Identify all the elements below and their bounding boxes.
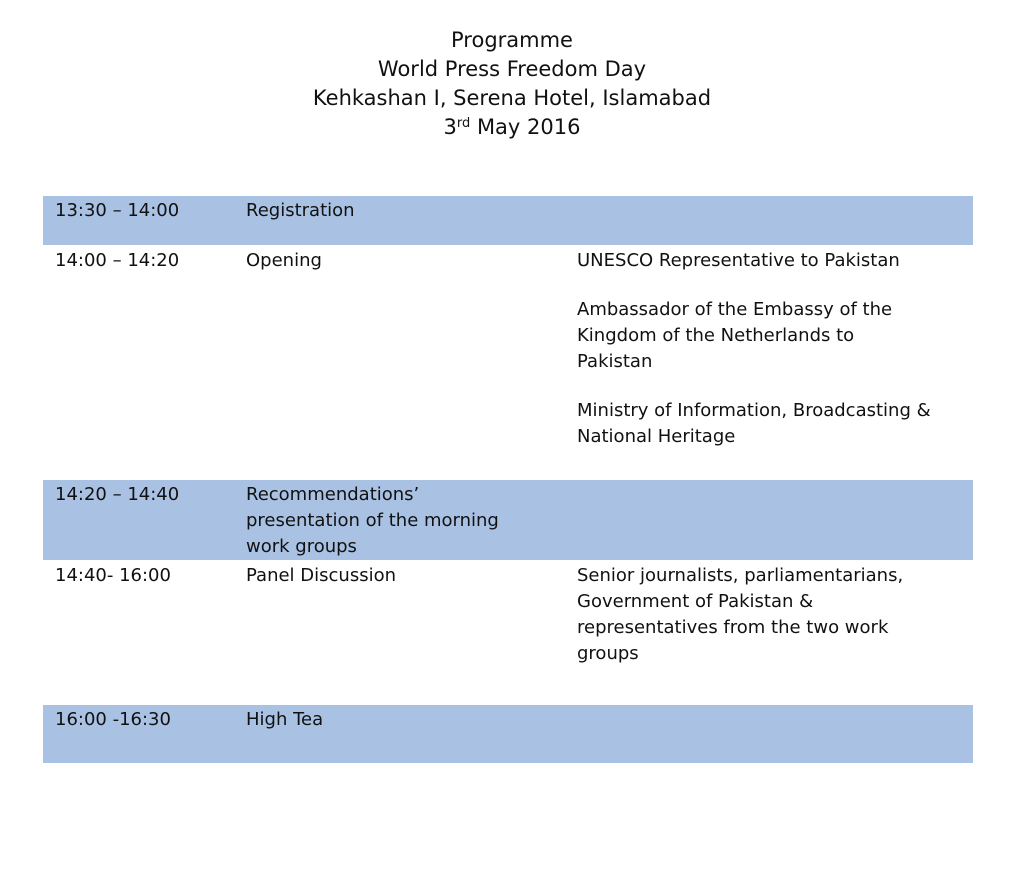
header-title: Programme	[451, 28, 573, 52]
speaker-entry	[577, 297, 967, 375]
item-line: work groups	[246, 536, 357, 557]
programme-header	[0, 26, 1024, 142]
speaker-line: UNESCO Representative to Pakistan	[577, 250, 900, 271]
speaker-line: groups	[577, 643, 639, 664]
row-time: 14:40- 16:00	[55, 565, 171, 586]
row-item	[246, 482, 546, 560]
row-item: Registration	[246, 200, 355, 221]
item-line: Recommendations’	[246, 484, 420, 505]
row-item: High Tea	[246, 709, 324, 730]
event-date	[0, 113, 1024, 142]
schedule-row-opening	[43, 246, 973, 479]
speaker-line: Pakistan	[577, 351, 653, 372]
date-rest: May 2016	[470, 115, 581, 139]
speaker-entry	[577, 563, 967, 667]
speaker-line: Senior journalists, parliamentarians,	[577, 565, 904, 586]
row-time: 14:20 – 14:40	[55, 484, 180, 505]
date-day: 3	[443, 115, 457, 139]
row-item: Panel Discussion	[246, 565, 397, 586]
speaker-line: Government of Pakistan &	[577, 591, 814, 612]
item-line: presentation of the morning	[246, 510, 499, 531]
row-time: 13:30 – 14:00	[55, 200, 180, 221]
schedule-row-recommendations	[43, 480, 973, 560]
schedule-row-panel-discussion	[43, 561, 973, 704]
event-venue: Kehkashan I, Serena Hotel, Islamabad	[312, 86, 712, 110]
event-name: World Press Freedom Day	[377, 57, 647, 81]
schedule-row-high-tea	[43, 705, 973, 763]
speaker-line: Ambassador of the Embassy of the	[577, 299, 893, 320]
row-time: 14:00 – 14:20	[55, 250, 180, 271]
speaker-line: Kingdom of the Netherlands to	[577, 325, 855, 346]
speaker-line: representatives from the two work	[577, 617, 889, 638]
date-suffix: rd	[456, 116, 471, 131]
speaker-line: National Heritage	[577, 426, 736, 447]
speaker-line: Ministry of Information, Broadcasting &	[577, 400, 931, 421]
schedule-row-registration	[43, 196, 973, 245]
speaker-entry	[577, 248, 967, 274]
row-speakers	[577, 563, 967, 667]
speaker-entry	[577, 398, 967, 450]
row-time: 16:00 -16:30	[55, 709, 171, 730]
row-item: Opening	[246, 250, 322, 271]
row-speakers	[577, 248, 967, 450]
